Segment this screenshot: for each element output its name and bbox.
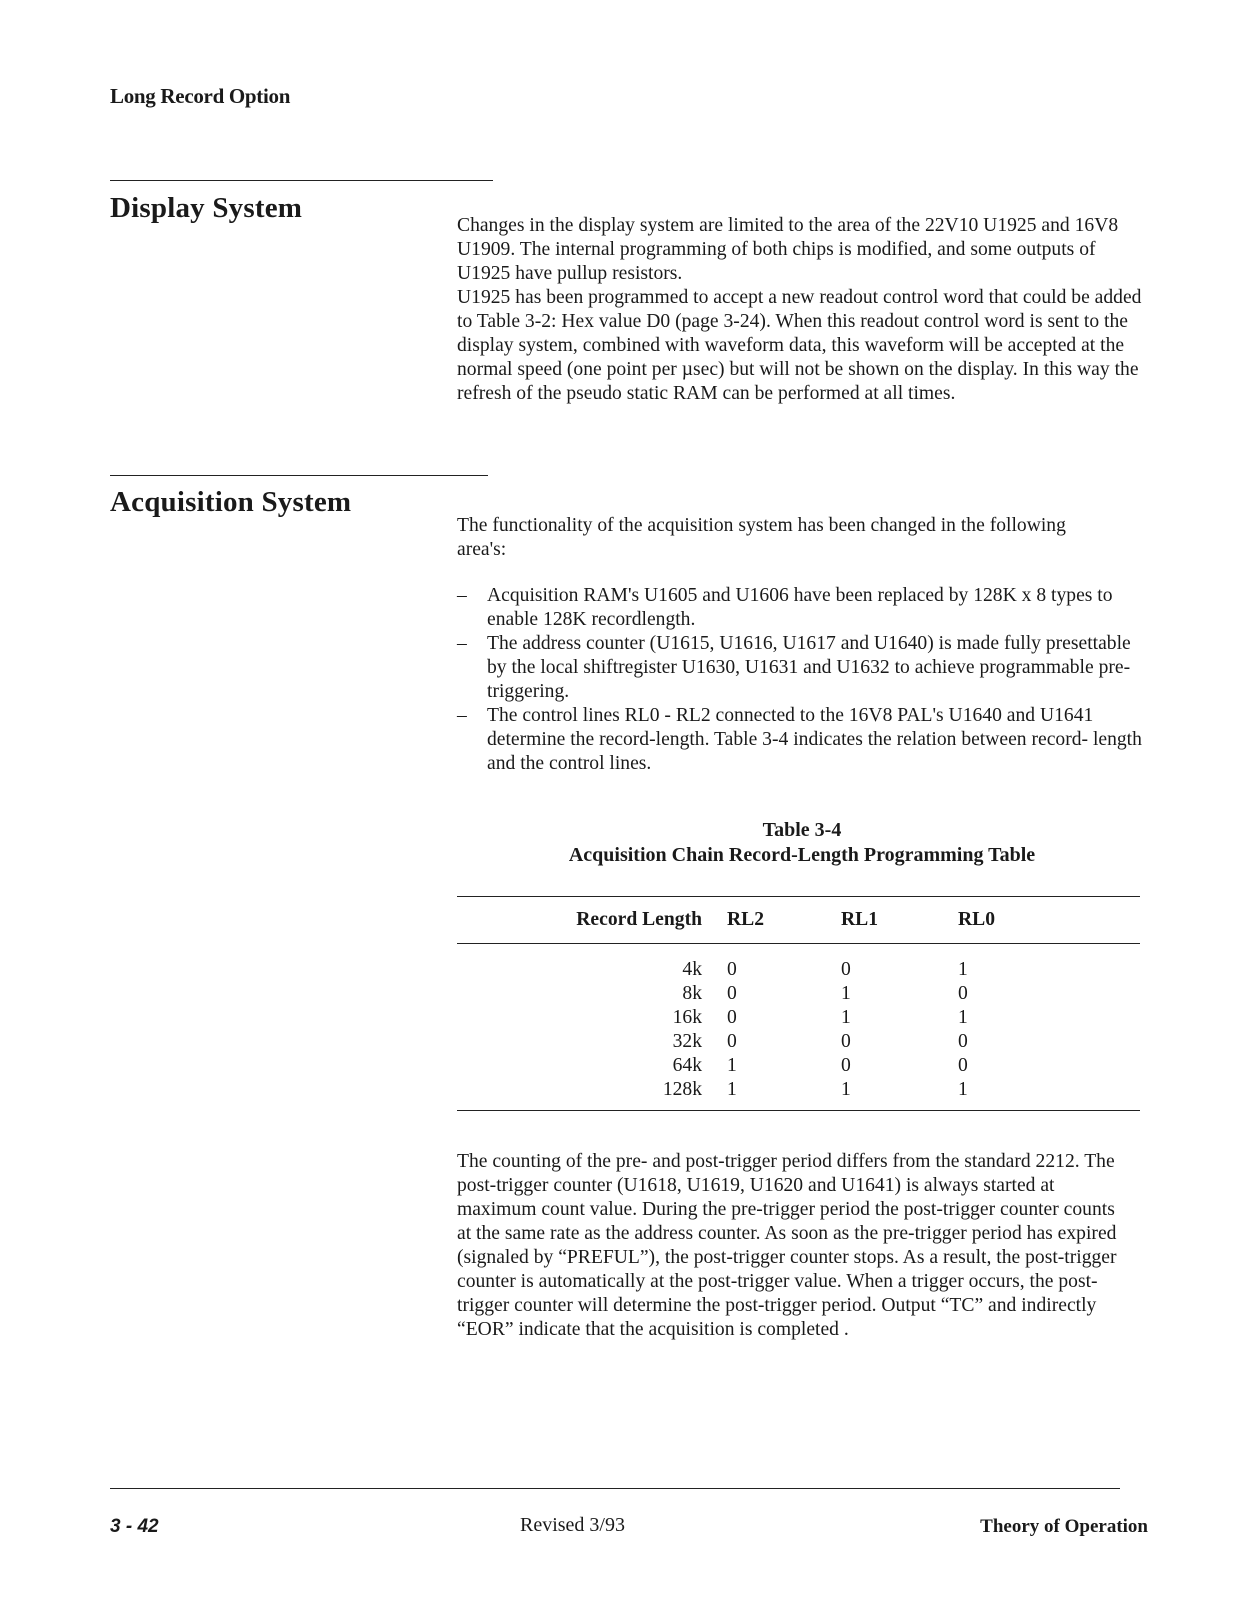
col-header-rl1: RL1 xyxy=(841,897,958,944)
col-header-record-length: Record Length xyxy=(569,897,702,944)
cell-rl1: 1 xyxy=(841,983,851,1004)
display-system-heading: Display System xyxy=(110,192,303,224)
cell-rl1: 1 xyxy=(841,1007,851,1028)
table-row xyxy=(457,1006,1140,1030)
cell-record-length: 8k xyxy=(682,983,702,1004)
cell-record-length: 64k xyxy=(672,1055,702,1076)
display-paragraph-1: Changes in the display system are limited to the area of the 22V10 U1925 and 16V8 U1909. The internal programming of both chips is modified, and some outputs of U1925 have pullup resistors. xyxy=(457,215,1119,284)
revision-date: Revised 3/93 xyxy=(520,1514,625,1536)
cell-rl2: 1 xyxy=(727,1078,841,1111)
table-number: Table 3-4 xyxy=(762,819,842,841)
table-row xyxy=(457,982,1140,1006)
table-header-row xyxy=(457,897,1140,944)
record-length-table xyxy=(457,896,1140,1111)
table-row xyxy=(457,1054,1140,1078)
cell-rl0: 0 xyxy=(958,1031,968,1052)
bullet-item xyxy=(457,632,1147,704)
section-name: Theory of Operation xyxy=(980,1516,1148,1537)
cell-rl1: 0 xyxy=(841,1055,851,1076)
cell-rl0: 0 xyxy=(958,1055,968,1076)
col-header-rl0: RL0 xyxy=(958,897,1140,944)
section-rule-display xyxy=(110,180,493,181)
cell-rl2: 0 xyxy=(727,959,737,980)
acquisition-bullet-list xyxy=(457,584,1147,776)
cell-rl0: 1 xyxy=(958,959,968,980)
cell-rl0: 0 xyxy=(958,983,968,1004)
table-row xyxy=(457,944,1140,983)
page-number: 3 - 42 xyxy=(110,1516,159,1537)
cell-record-length: 128k xyxy=(569,1078,702,1111)
display-system-body xyxy=(457,214,1147,406)
acquisition-system-heading: Acquisition System xyxy=(110,486,352,518)
section-rule-acquisition xyxy=(110,475,488,476)
footer-rule xyxy=(110,1488,1120,1489)
cell-rl2: 0 xyxy=(727,1031,737,1052)
acquisition-closing-paragraph: The counting of the pre- and post-trigger period differs from the standard 2212. The post-trigger counter (U1618, U1619, U1620 and U1641) is always started at maximum count value. During the pre-trigger period the post-trigger counter counts at the same rate as the address counter. As soon as the pre-trigger period has expired (signaled by “PREFUL”), the post-trigger counter stops. As a result, the post-trigger counter is automatically at the post-trigger value. When a trigger occurs, the post-trigger counter will determine the post-trigger period. Output “TC” and indirectly “EOR” indicate that the acquisition is completed . xyxy=(457,1151,1117,1340)
cell-rl1: 1 xyxy=(841,1078,958,1111)
cell-rl0: 1 xyxy=(958,1078,1140,1111)
bullet-dash: – xyxy=(457,705,467,726)
bullet-dash: – xyxy=(457,633,467,654)
cell-rl2: 1 xyxy=(727,1055,737,1076)
display-paragraph-2: U1925 has been programmed to accept a new readout control word that could be added to Table 3-2: Hex value D0 (page 3-24). When this readout control word is sent to the display system, combined with waveform data, this waveform will be accepted at the normal speed (one point per µsec) but will not be shown on the display. In this way the refresh of the pseudo static RAM can be performed at all times. xyxy=(457,287,1142,404)
bullet-item xyxy=(457,704,1147,776)
bullet-item xyxy=(457,584,1147,632)
running-header: Long Record Option xyxy=(110,84,291,108)
cell-record-length: 4k xyxy=(682,959,702,980)
table-title: Acquisition Chain Record-Length Programming Table xyxy=(568,844,1036,866)
table-row xyxy=(457,1078,1140,1111)
cell-record-length: 32k xyxy=(672,1031,702,1052)
bullet-text: Acquisition RAM's U1605 and U1606 have been replaced by 128K x 8 types to enable 128K recordlength. xyxy=(487,585,1113,630)
cell-rl2: 0 xyxy=(727,983,737,1004)
cell-rl1: 0 xyxy=(841,959,851,980)
col-header-rl2: RL2 xyxy=(727,897,841,944)
cell-record-length: 16k xyxy=(672,1007,702,1028)
bullet-text: The address counter (U1615, U1616, U1617 and U1640) is made fully presettable by the local shiftregister U1630, U1631 and U1632 to achieve programmable pre-triggering. xyxy=(487,633,1131,702)
bullet-text: The control lines RL0 - RL2 connected to the 16V8 PAL's U1640 and U1641 determine the record-length. Table 3-4 indicates the relation between record- length and the control lines. xyxy=(487,705,1142,774)
cell-rl0: 1 xyxy=(958,1007,968,1028)
acquisition-intro: The functionality of the acquisition system has been changed in the following area's: xyxy=(457,515,1066,560)
cell-rl1: 0 xyxy=(841,1031,851,1052)
cell-rl2: 0 xyxy=(727,1007,737,1028)
bullet-dash: – xyxy=(457,585,467,606)
table-caption xyxy=(457,818,1147,868)
table-row xyxy=(457,1030,1140,1054)
